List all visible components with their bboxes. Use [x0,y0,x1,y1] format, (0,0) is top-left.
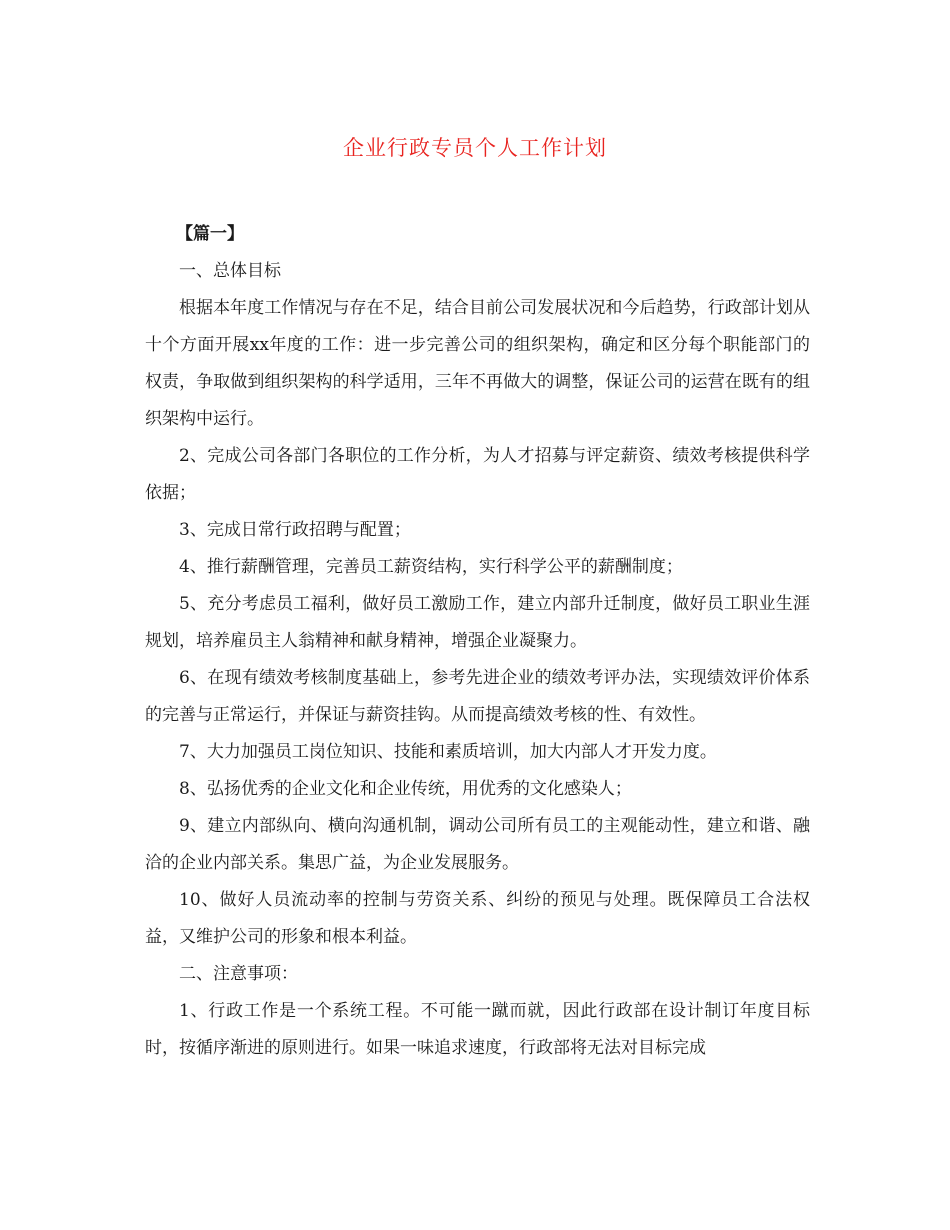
paragraph-goal-6: 6、在现有绩效考核制度基础上，参考先进企业的绩效考评办法，实现绩效评价体系的完善与正常运行，并保证与薪资挂钩。从而提高绩效考核的性、有效性。 [145,668,810,725]
paragraph-goal-10: 10、做好人员流动率的控制与劳资关系、纠纷的预见与处理。既保障员工合法权益，又维护公司的形象和根本利益。 [145,890,810,947]
paragraph-goal-1: 根据本年度工作情况与存在不足，结合目前公司发展状况和今后趋势，行政部计划从十个方面开展xx年度的工作：进一步完善公司的组织架构，确定和区分每个职能部门的权责，争取做到组织架构的科学适用，三年不再做大的调整，保证公司的运营在既有的组织架构中运行。 [145,298,810,429]
paragraph-goal-5: 5、充分考虑员工福利，做好员工激励工作，建立内部升迁制度，做好员工职业生涯规划，培养雇员主人翁精神和献身精神，增强企业凝聚力。 [145,594,810,651]
section-label: 【篇一】 [176,224,244,244]
paragraph-goal-7: 7、大力加强员工岗位知识、技能和素质培训，加大内部人才开发力度。 [179,742,717,762]
document-title: 企业行政专员个人工作计划 [343,136,607,160]
paragraph-goal-2: 2、完成公司各部门各职位的工作分析，为人才招募与评定薪资、绩效考核提供科学依据； [145,446,810,503]
paragraph-goal-3: 3、完成日常行政招聘与配置； [179,520,411,540]
paragraph-note-1: 1、行政工作是一个系统工程。不可能一蹴而就，因此行政部在设计制订年度目标时，按循序渐进的原则进行。如果一味追求速度，行政部将无法对目标完成 [145,1001,810,1058]
section-heading-notes: 二、注意事项： [179,964,298,984]
paragraph-goal-4: 4、推行薪酬管理，完善员工薪资结构，实行科学公平的薪酬制度； [179,557,683,577]
document-body [145,216,810,1067]
paragraph-goal-8: 8、弘扬优秀的企业文化和企业传统，用优秀的文化感染人； [179,779,632,799]
paragraph-goal-9: 9、建立内部纵向、横向沟通机制，调动公司所有员工的主观能动性，建立和谐、融洽的企业内部关系。集思广益，为企业发展服务。 [145,816,810,873]
section-heading-overall-goals: 一、总体目标 [179,261,281,281]
